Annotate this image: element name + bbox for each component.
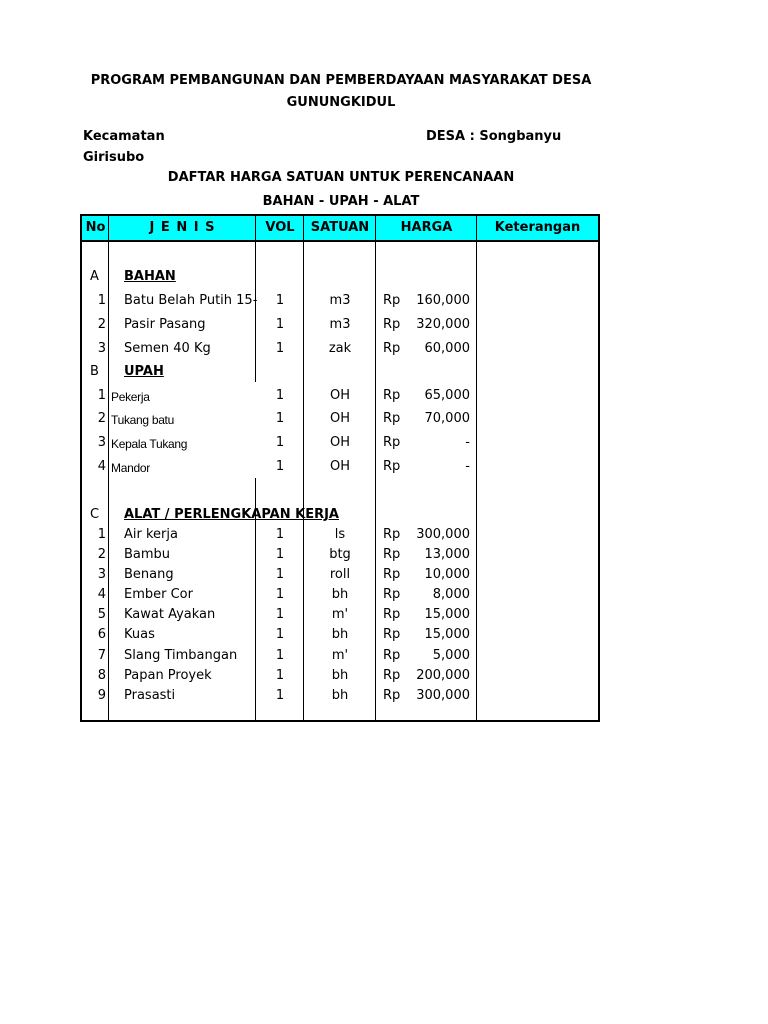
row-harga: - [465,435,470,450]
row-satuan: zak [328,341,352,356]
row-currency: Rp [383,567,401,582]
row-jenis: Pekerja [111,390,150,404]
row-jenis: Bambu [124,547,171,562]
list-title: DAFTAR HARGA SATUAN UNTUK PERENCANAAN [167,170,515,185]
row-number: 2 [97,411,106,426]
row-harga: 15,000 [424,627,470,642]
row-currency: Rp [383,317,401,332]
row-harga: 15,000 [424,607,470,622]
row-satuan: m3 [329,317,351,332]
row-vol: 1 [275,527,285,542]
list-subtitle: BAHAN - UPAH - ALAT [262,194,420,209]
row-number: 2 [97,547,106,562]
row-satuan: bh [331,627,349,642]
section-code: C [90,507,100,522]
row-vol: 1 [275,567,285,582]
row-number: 6 [97,627,106,642]
row-jenis: Kuas [124,627,155,642]
row-currency: Rp [383,648,401,663]
row-vol: 1 [275,435,285,450]
row-jenis: Benang [124,567,174,582]
row-satuan: ls [334,527,346,542]
table-header [82,216,598,242]
row-number: 3 [97,341,106,356]
col-header-no: No [85,220,106,235]
row-currency: Rp [383,668,401,683]
row-currency: Rp [383,527,401,542]
section-title: ALAT / PERLENGKAPAN KERJA [124,507,339,522]
kecamatan-value: Girisubo [83,150,145,165]
section-code: A [90,269,99,284]
row-jenis: Mandor [111,461,150,475]
row-vol: 1 [275,388,285,403]
row-satuan: btg [329,547,351,562]
kecamatan-label: Kecamatan [83,129,165,144]
row-satuan: bh [331,668,349,683]
section-title: BAHAN [124,269,176,284]
row-satuan: OH [329,411,350,426]
row-harga: 5,000 [432,648,470,663]
row-number: 7 [97,648,106,663]
row-satuan: roll [329,567,351,582]
row-vol: 1 [275,411,285,426]
row-harga: 320,000 [416,317,470,332]
row-jenis: Pasir Pasang [124,317,206,332]
row-jenis: Slang Timbangan [124,648,238,663]
row-number: 1 [97,527,106,542]
row-currency: Rp [383,388,401,403]
row-currency: Rp [383,293,401,308]
row-jenis: Prasasti [124,688,176,703]
row-jenis: Papan Proyek [124,668,212,683]
row-vol: 1 [275,648,285,663]
row-vol: 1 [275,317,285,332]
row-currency: Rp [383,435,401,450]
row-jenis: Air kerja [124,527,178,542]
row-vol: 1 [275,607,285,622]
section-title: UPAH [124,364,164,379]
row-satuan: m' [331,648,349,663]
row-currency: Rp [383,547,401,562]
price-table [80,214,600,722]
row-harga: 13,000 [424,547,470,562]
row-number: 4 [97,587,106,602]
row-harga: 8,000 [432,587,470,602]
row-harga: 70,000 [424,411,470,426]
row-satuan: bh [331,587,349,602]
row-currency: Rp [383,459,401,474]
desa-label: DESA : Songbanyu [426,129,562,144]
row-harga: 60,000 [424,341,470,356]
row-number: 9 [97,688,106,703]
row-number: 3 [97,435,106,450]
row-satuan: bh [331,688,349,703]
document-title: PROGRAM PEMBANGUNAN DAN PEMBERDAYAAN MASYARAKAT DESA [90,73,592,88]
row-jenis: Batu Belah Putih 15- [124,293,258,308]
row-jenis: Kawat Ayakan [124,607,216,622]
column-divider [108,216,109,720]
row-jenis: Ember Cor [124,587,193,602]
row-harga: 10,000 [424,567,470,582]
section-code: B [90,364,99,379]
row-number: 5 [97,607,106,622]
row-jenis: Semen 40 Kg [124,341,211,356]
row-harga: 65,000 [424,388,470,403]
row-jenis: Kepala Tukang [111,437,188,451]
row-vol: 1 [275,547,285,562]
row-vol: 1 [275,459,285,474]
row-currency: Rp [383,341,401,356]
row-harga: 300,000 [416,688,470,703]
row-number: 8 [97,668,106,683]
row-vol: 1 [275,293,285,308]
col-header-keterangan: Keterangan [494,220,581,235]
row-satuan: m' [331,607,349,622]
column-divider [476,216,477,720]
row-vol: 1 [275,587,285,602]
row-number: 3 [97,567,106,582]
row-currency: Rp [383,587,401,602]
row-satuan: OH [329,435,350,450]
row-number: 2 [97,317,106,332]
row-currency: Rp [383,688,401,703]
row-harga: 300,000 [416,527,470,542]
row-number: 1 [97,293,106,308]
col-header-harga: HARGA [400,220,453,235]
row-number: 1 [97,388,106,403]
row-vol: 1 [275,668,285,683]
row-currency: Rp [383,607,401,622]
row-vol: 1 [275,688,285,703]
row-harga: - [465,459,470,474]
row-harga: 160,000 [416,293,470,308]
col-header-jenis: J E N I S [149,220,216,235]
row-satuan: OH [329,388,350,403]
row-jenis: Tukang batu [111,413,174,427]
row-vol: 1 [275,627,285,642]
row-vol: 1 [275,341,285,356]
row-satuan: OH [329,459,350,474]
document-subtitle: GUNUNGKIDUL [286,95,396,110]
col-header-satuan: SATUAN [310,220,370,235]
row-harga: 200,000 [416,668,470,683]
col-header-vol: VOL [265,220,295,235]
row-currency: Rp [383,411,401,426]
row-number: 4 [97,459,106,474]
row-satuan: m3 [329,293,351,308]
row-currency: Rp [383,627,401,642]
